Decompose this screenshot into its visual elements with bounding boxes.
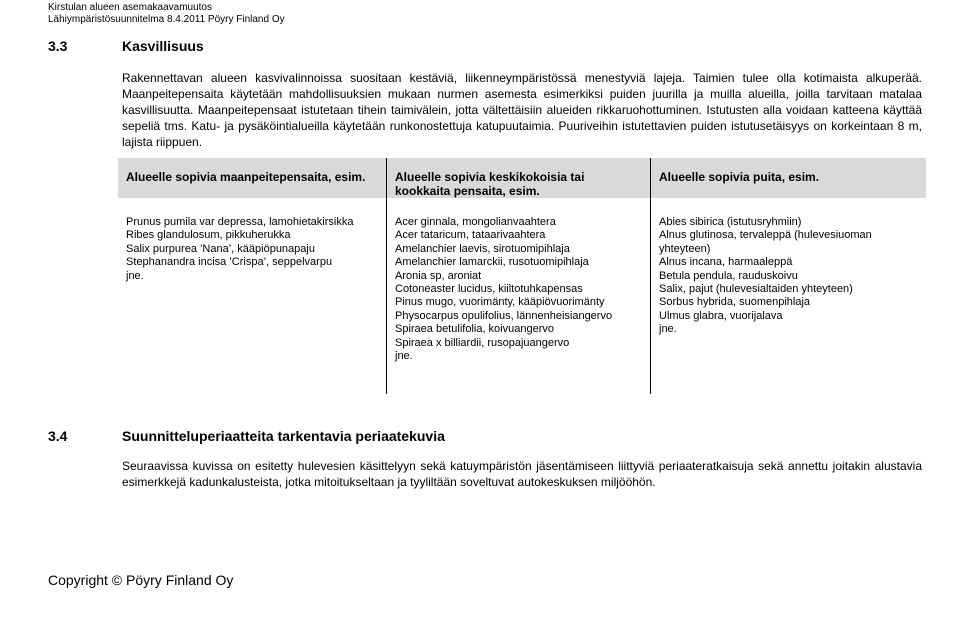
plant-list-item: Ulmus glabra, vuorijalava [659, 309, 783, 322]
section-heading-kasvillisuus [48, 38, 204, 54]
section-paragraph: Rakennettavan alueen kasvivalinnoissa suositaan kestäviä, liikenneympäristössä menestyviä lajeja. Taimien tulee olla kotimaista alkuperää. Maanpeitepensaita käytetään mahdollisuuksien mukaan nurmen asemesta esimerkiksi puiden juurilla ja muilla alueilla, joilla tarvitaan matalaa kasvillisuutta. Maanpeitepensaat istutetaan tihein taimivälein, jotta vältettäisiin alueiden rikkaruohottuminen. Istutusten alla voidaan katteena käyttää sepeliä tms. Katu- ja pysäköintialueilla käytetään runkonostettuja katupuutaimia. Puuriveihin istutettavien puiden istutusetäisyys on korkeintaan 8 m, lajista riippuen. [122, 71, 922, 149]
plant-list-item: Cotoneaster lucidus, kiiltotuhkapensas [395, 283, 583, 296]
plant-list-item: Alnus incana, harmaaleppä [659, 256, 793, 269]
section-number: 3.4 [48, 428, 68, 444]
plant-list-item: Salix, pajut (hulevesialtaiden yhteyteen) [659, 283, 853, 296]
plant-list-item: yhteyteen) [659, 242, 711, 255]
plant-list-item: jne. [395, 350, 413, 363]
plant-list-item: Aronia sp, aroniat [395, 269, 482, 282]
plant-list-item: Pinus mugo, vuorimänty, kääpiövuorimänty [395, 296, 605, 309]
table-header-shrubs: Alueelle sopivia keskikokoisia tai kookkaita pensaita, esim. [387, 158, 651, 198]
section-title: Suunnitteluperiaatteita tarkentavia periaatekuvia [122, 428, 445, 444]
plant-list-item: jne. [126, 269, 144, 282]
table-spacer-row [118, 198, 926, 208]
section-title: Kasvillisuus [122, 38, 204, 54]
plant-list-item: Ribes glandulosum, pikkuherukka [126, 229, 291, 242]
section-paragraph: Seuraavissa kuvissa on esitetty hulevesien käsittelyyn sekä katuympäristön jäsentämiseen liittyviä periaateratkaisuja sekä annettu joitakin alustavia esimerkkejä kadunkalusteista, jotka mitoitukseltaan ja tyyliltään soveltuvat autokeskuksen miljööhön. [122, 459, 922, 489]
groundcover-list [118, 208, 387, 394]
shrub-list [387, 208, 651, 394]
tree-list [651, 208, 927, 394]
copyright-footer: Copyright © Pöyry Finland Oy [48, 572, 234, 588]
plant-list-item: Acer tataricum, tataarivaahtera [395, 229, 546, 242]
table-row [118, 208, 926, 394]
plant-list-item: Betula pendula, rauduskoivu [659, 269, 798, 282]
table-header-row [118, 158, 926, 198]
plant-list-item: Abies sibirica (istutusryhmiin) [659, 216, 802, 228]
plant-list-item: jne. [659, 323, 677, 336]
section-number: 3.3 [48, 38, 68, 54]
plant-list-item: Alnus glutinosa, tervaleppä (hulevesiuoman [659, 229, 872, 242]
header-subtitle: Lähiympäristösuunnitelma 8.4.2011 Pöyry Finland Oy [48, 14, 285, 25]
section-heading-periaatekuvia [48, 428, 445, 444]
plant-list-item: Spiraea x billiardii, rusopajuangervo [395, 336, 570, 349]
plant-list-item: Stephanandra incisa ’Crispa’, seppelvarpu [126, 256, 333, 269]
plant-list-item: Amelanchier lamarckii, rusotuomipihlaja [395, 256, 589, 269]
plant-table [118, 158, 926, 394]
plant-list-item: Salix purpurea ’Nana’, kääpiöpunapaju [126, 242, 315, 255]
table-header-groundcover: Alueelle sopivia maanpeitepensaita, esim. [118, 158, 387, 198]
table-header-trees: Alueelle sopivia puita, esim. [651, 158, 927, 198]
plant-list-item: Spiraea betulifolia, koivuangervo [395, 323, 554, 336]
document-header [48, 2, 285, 26]
plant-list-item: Acer ginnala, mongolianvaahtera [395, 216, 556, 228]
plant-list-item: Physocarpus opulifolius, lännenheisiangervo [395, 309, 613, 322]
plant-list-item: Sorbus hybrida, suomenpihlaja [659, 296, 811, 309]
plant-list-item: Prunus pumila var depressa, lamohietakirsikka [126, 216, 354, 228]
plant-list-item: Amelanchier laevis, sirotuomipihlaja [395, 242, 570, 255]
header-title: Kirstulan alueen asemakaavamuutos [48, 2, 212, 13]
